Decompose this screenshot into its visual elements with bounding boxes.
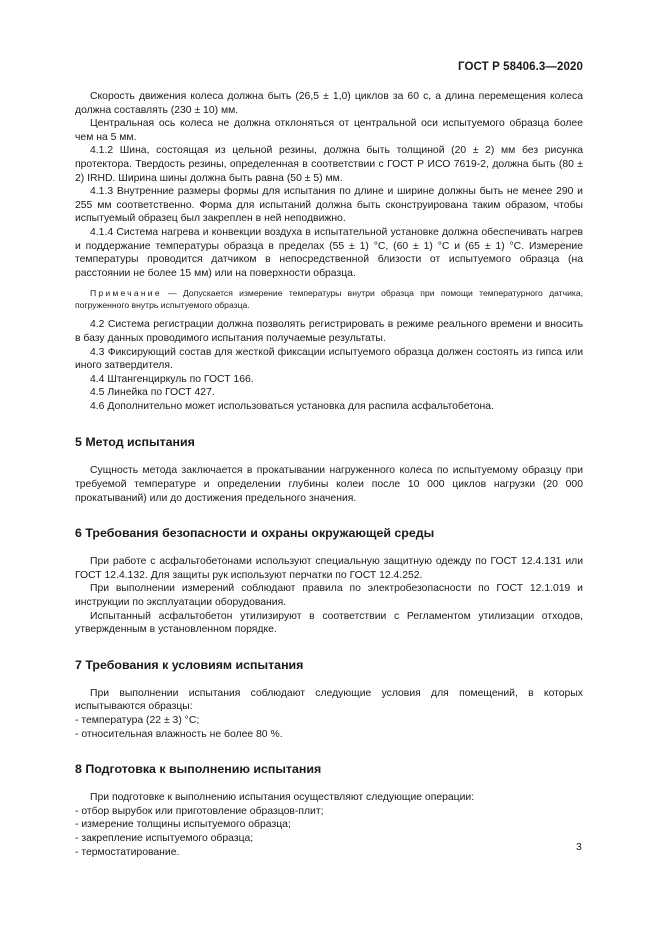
standard-header: ГОСТ Р 58406.3—2020 [458, 61, 583, 73]
paragraph: 4.4 Штангенциркуль по ГОСТ 166. [90, 373, 254, 385]
paragraph: Испытанный асфальтобетон утилизируют в соответствии с Регламентом утилизации отходов, утвержденным в установленном порядке. [75, 610, 583, 636]
paragraph: При выполнении испытания соблюдают следующие условия для помещений, в которых испытываются образцы: [75, 687, 583, 713]
note-text: — Допускается измерение температуры внутри образца при помощи температурного датчика, погруженного внутрь испытуемого образца. [75, 288, 583, 311]
paragraph: 4.1.4 Система нагрева и конвекции воздуха в испытательной установке должна обеспечивать нагрев и поддержание температуры образца в пределах (55 ± 1) °С, (60 ± 1) °С и (65 ± 1) °С. Измерение температуры проводится датчиком в непосредственной близости от испытуемого образца (на расстоянии не более 15 мм) или на поверхности образца. [75, 226, 583, 279]
paragraph: Скорость движения колеса должна быть (26,5 ± 1,0) циклов за 60 с, а длина перемещения колеса должна составлять (230 ± 10) мм. [75, 91, 583, 116]
paragraph: 4.3 Фиксирующий состав для жесткой фиксации испытуемого образца должен состоять из гипса или иного затвердителя. [75, 346, 583, 372]
section-heading: 7 Требования к условиям испытания [75, 657, 304, 672]
section-heading: 8 Подготовка к выполнению испытания [75, 762, 322, 777]
paragraph: При выполнении измерений соблюдают правила по электробезопасности по ГОСТ 12.1.019 и инструкции по эксплуатации оборудования. [75, 583, 583, 609]
paragraph: Сущность метода заключается в прокатывании нагруженного колеса по испытуемому образцу при требуемой температуре и определении глубины колеи после 10 000 циклов нагрузки (20 000 прокатываний) или до достижения предельного значения. [75, 465, 583, 504]
note [75, 287, 583, 311]
paragraph: 4.6 Дополнительно может использоваться установка для распила асфальтобетона. [90, 400, 494, 412]
section-heading: 5 Метод испытания [75, 435, 195, 450]
paragraph: 4.1.3 Внутренние размеры формы для испытания по длине и ширине должны быть не менее 290 и 255 мм соответственно. Форма для испытаний должна быть сконструирована таким образом, чтобы испытуемый образец был закреплен в ней неподвижно. [75, 186, 583, 225]
paragraph: 4.2 Система регистрации должна позволять регистрировать в режиме реального времени и вносить в базу данных проводимого испытания получаемые результаты. [75, 319, 583, 344]
page-content [75, 90, 583, 859]
paragraph: 4.1.2 Шина, состоящая из цельной резины, должна быть толщиной (20 ± 2) мм без рисунка протектора. Твердость резины, определенная в соответствии с ГОСТ Р ИСО 7619-2, должна быть (80 ± 2) IRHD. Ширина шины должна быть равна (50 ± 5) мм. [75, 145, 583, 184]
page-number: 3 [576, 842, 582, 853]
list-item: - отбор вырубок или приготовление образцов-плит; [75, 805, 324, 817]
paragraph: Центральная ось колеса не должна отклоняться от центральной оси испытуемого образца более чем на 5 мм. [75, 118, 583, 143]
list-item: - измерение толщины испытуемого образца; [75, 819, 291, 831]
list-item: - относительная влажность не более 80 %. [75, 728, 283, 740]
section-heading: 6 Требования безопасности и охраны окружающей среды [75, 526, 435, 541]
list-item: - температура (22 ± 3) °С; [75, 715, 200, 726]
paragraph: 4.5 Линейка по ГОСТ 427. [90, 387, 215, 399]
note-label: Примечание [90, 288, 162, 299]
list-item: - термостатирование. [75, 846, 180, 858]
list-item: - закрепление испытуемого образца; [75, 832, 254, 844]
paragraph: При работе с асфальтобетонами используют специальную защитную одежду по ГОСТ 12.4.131 или ГОСТ 12.4.132. Для защиты рук используют перчатки по ГОСТ 12.4.252. [75, 556, 583, 581]
paragraph: При подготовке к выполнению испытания осуществляют следующие операции: [90, 792, 475, 804]
